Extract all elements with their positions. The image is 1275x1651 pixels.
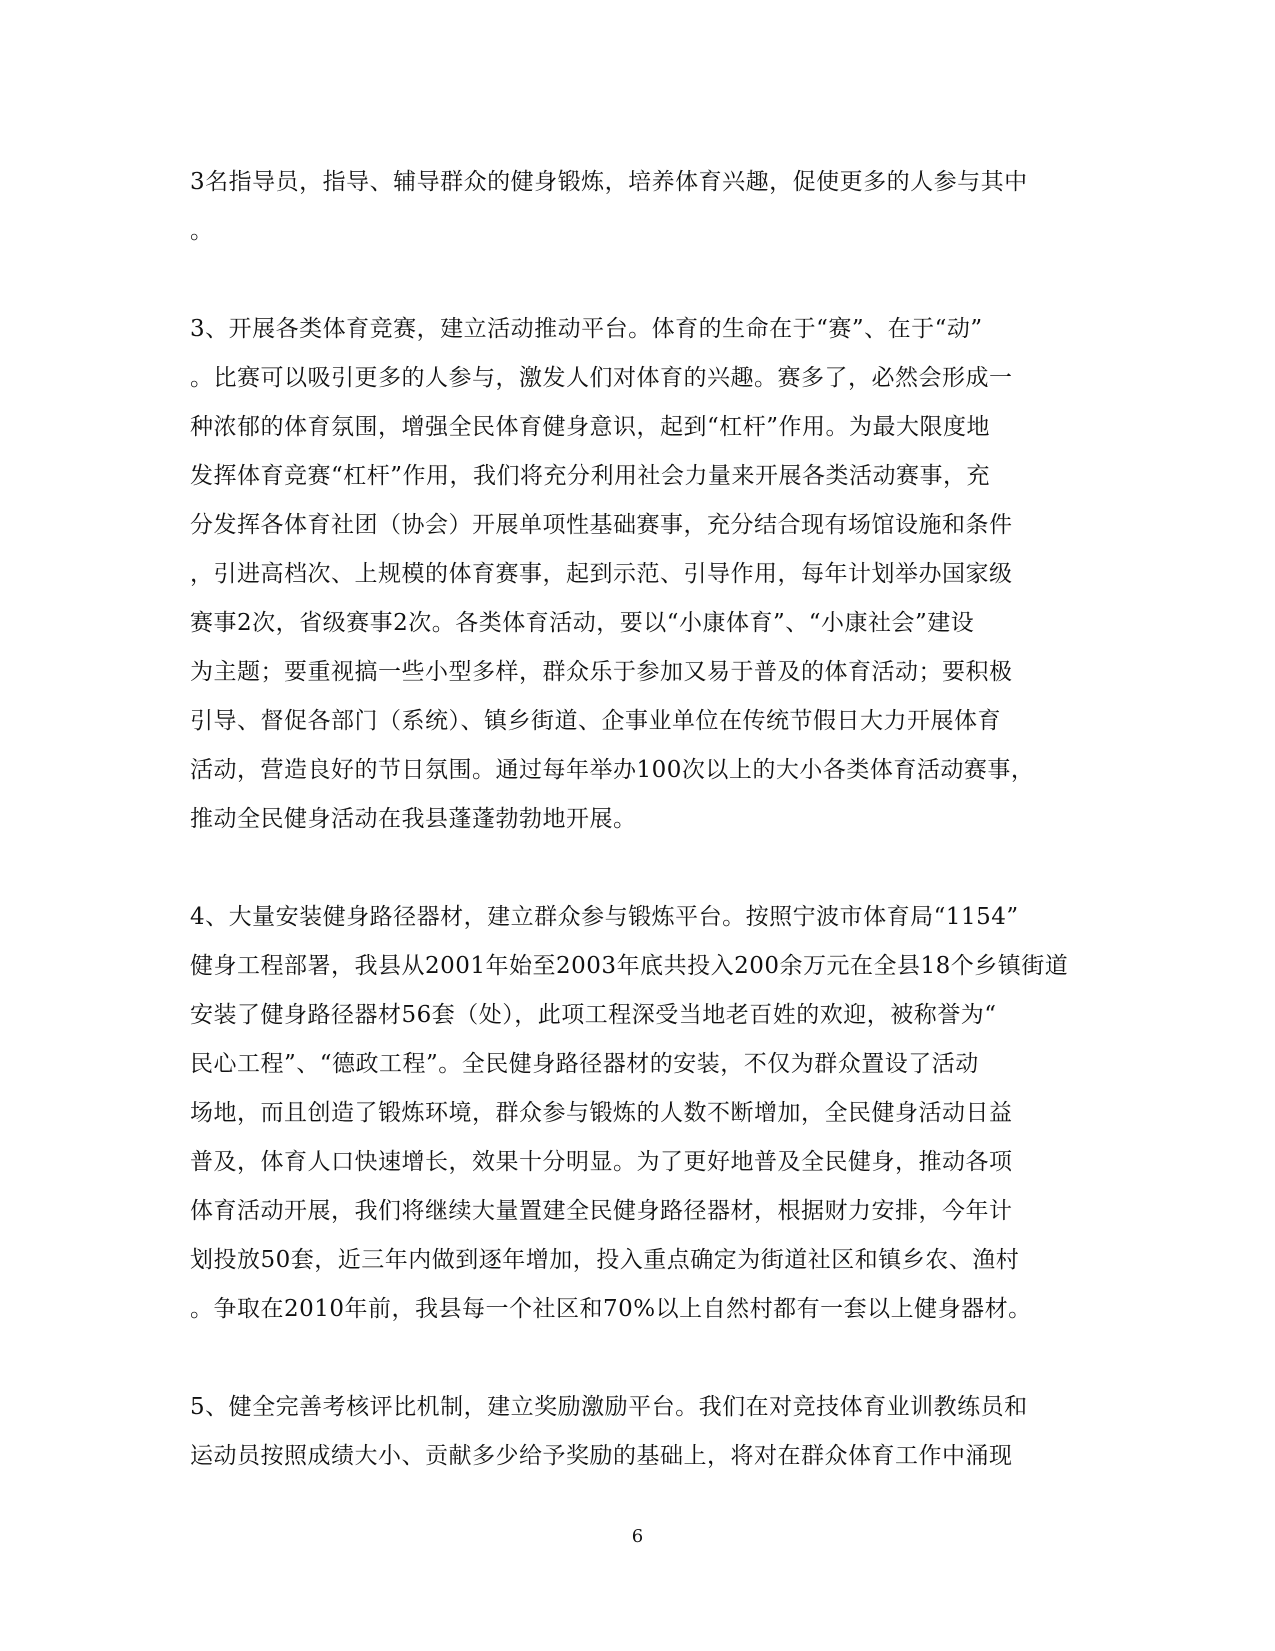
text-line: 为主题；要重视搞一些小型多样，群众乐于参加又易于普及的体育活动；要积极 (190, 659, 1013, 685)
text-line: 民心工程”、“德政工程”。全民健身路径器材的安装，不仅为群众置设了活动 (190, 1051, 979, 1077)
text-line: 推动全民健身活动在我县蓬蓬勃勃地开展。 (190, 806, 637, 832)
text-line: 。比赛可以吸引更多的人参与，激发人们对体育的兴趣。赛多了，必然会形成一 (190, 365, 1013, 391)
page-number: 6 (631, 1526, 644, 1547)
text-line: 。争取在2010年前，我县每一个社区和70%以上自然村都有一套以上健身器材。 (190, 1296, 1032, 1322)
paragraph-item-4-fitness-equipment (190, 893, 1085, 1334)
text-line: 运动员按照成绩大小、贡献多少给予奖励的基础上，将对在群众体育工作中涌现 (190, 1443, 1013, 1469)
text-line: ，引进高档次、上规模的体育赛事，起到示范、引导作用，每年计划举办国家级 (190, 561, 1013, 587)
text-line: 种浓郁的体育氛围，增强全民体育健身意识，起到“杠杆”作用。为最大限度地 (190, 414, 991, 440)
document-body (190, 158, 1085, 1530)
paragraph-item-3-competitions (190, 305, 1085, 844)
text-line: 普及，体育人口快速增长，效果十分明显。为了更好地普及全民健身，推动各项 (190, 1149, 1013, 1175)
text-line: 。 (190, 218, 214, 244)
text-line: 场地，而且创造了锻炼环境，群众参与锻炼的人数不断增加，全民健身活动日益 (190, 1100, 1013, 1126)
text-line: 体育活动开展，我们将继续大量置建全民健身路径器材，根据财力安排，今年计 (190, 1198, 1013, 1224)
text-line: 活动，营造良好的节日氛围。通过每年举办100次以上的大小各类体育活动赛事， (190, 757, 1035, 783)
text-line: 发挥体育竞赛“杠杆”作用，我们将充分利用社会力量来开展各类活动赛事，充 (190, 463, 991, 489)
text-line: 3、开展各类体育竞赛，建立活动推动平台。体育的生命在于“赛”、在于“动” (190, 316, 983, 342)
text-line: 分发挥各体育社团（协会）开展单项性基础赛事，充分结合现有场馆设施和条件 (190, 512, 1013, 538)
text-line: 4、大量安装健身路径器材，建立群众参与锻炼平台。按照宁波市体育局“1154” (190, 904, 1019, 930)
paragraph-item-5-evaluation (190, 1383, 1085, 1481)
text-line: 赛事2次，省级赛事2次。各类体育活动，要以“小康体育”、“小康社会”建设 (190, 610, 975, 636)
text-line: 5、健全完善考核评比机制，建立奖励激励平台。我们在对竞技体育业训教练员和 (190, 1394, 1028, 1420)
text-line: 健身工程部署，我县从2001年始至2003年底共投入200余万元在全县18个乡镇街道 (190, 953, 1069, 979)
text-line: 安装了健身路径器材56套（处），此项工程深受当地老百姓的欢迎，被称誉为“ (190, 1002, 997, 1028)
paragraph-instructors-continued (190, 158, 1085, 256)
text-line: 划投放50套，近三年内做到逐年增加，投入重点确定为街道社区和镇乡农、渔村 (190, 1247, 1020, 1273)
text-line: 引导、督促各部门（系统）、镇乡街道、企事业单位在传统节假日大力开展体育 (190, 708, 1001, 734)
text-line: 3名指导员，指导、辅导群众的健身锻炼，培养体育兴趣，促使更多的人参与其中 (190, 169, 1028, 195)
